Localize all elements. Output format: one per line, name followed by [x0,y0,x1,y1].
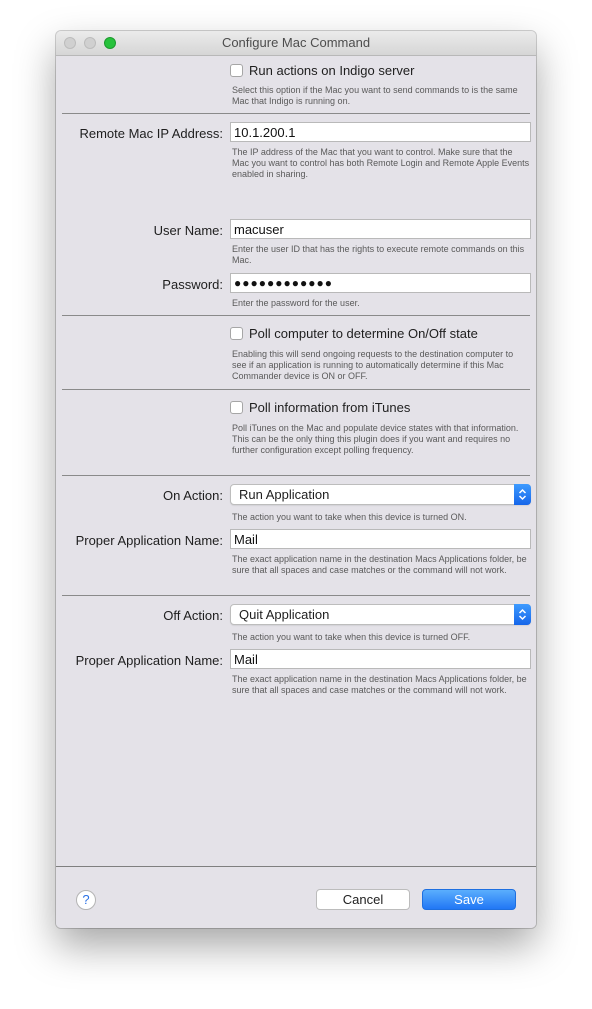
on-action-label: On Action: [163,488,223,503]
help-button[interactable]: ? [76,890,96,910]
off-action-value: Quit Application [239,607,330,622]
on-app-name-input[interactable] [230,529,531,549]
poll-itunes-row[interactable] [230,399,410,415]
title-bar [56,31,536,56]
off-app-name-input[interactable] [230,649,531,669]
poll-state-label: Poll computer to determine On/Off state [249,325,478,341]
off-action-select[interactable] [230,604,531,625]
poll-itunes-label: Poll information from iTunes [249,399,411,415]
poll-itunes-checkbox[interactable] [230,401,243,414]
password-input[interactable]: ●●●●●●●●●●●● [230,273,531,293]
on-action-value: Run Application [239,487,330,502]
off-app-name-help: The exact application name in the destination Macs Applications folder, be sure that all spaces and case matches or the command will not work. [232,674,527,695]
off-action-label: Off Action: [163,608,223,623]
separator [62,315,530,316]
off-app-name-label: Proper Application Name: [75,653,223,668]
off-action-help: The action you want to take when this device is turned OFF. [232,632,471,642]
separator [62,389,530,390]
password-help: Enter the password for the user. [232,298,360,308]
run-on-server-row[interactable] [230,62,414,78]
run-on-server-label: Run actions on Indigo server [249,62,415,78]
poll-state-help: Enabling this will send ongoing requests to the destination computer to see if an application is running to automatically determine if this Mac Commander device is ON or OFF. [232,349,514,381]
poll-state-row[interactable] [230,325,478,341]
user-name-label: User Name: [153,223,223,238]
separator [62,113,530,114]
remote-ip-help: The IP address of the Mac that you want to control. Make sure that the Mac you want to control has both Remote Login and Remote Apple Events enabled in sharing. [232,147,530,179]
user-name-input[interactable] [230,219,531,239]
run-on-server-help: Select this option if the Mac you want to send commands to is the same Mac that Indigo is running on. [232,85,518,106]
poll-itunes-help: Poll iTunes on the Mac and populate device states with that information. This can be the only thing this plugin does if you want and requires no further configuration except polling frequency. [232,423,519,455]
on-action-help: The action you want to take when this device is turned ON. [232,512,467,522]
poll-state-checkbox[interactable] [230,327,243,340]
remote-ip-label: Remote Mac IP Address: [79,126,223,141]
config-content [56,56,536,867]
chevron-up-down-icon [514,604,531,625]
save-button[interactable]: Save [422,889,516,910]
on-action-select[interactable] [230,484,531,505]
window-title: Configure Mac Command [221,35,371,50]
chevron-up-down-icon [514,484,531,505]
cancel-button[interactable]: Cancel [316,889,410,910]
dialog-window [56,31,536,928]
on-app-name-help: The exact application name in the destination Macs Applications folder, be sure that all spaces and case matches or the command will not work. [232,554,527,575]
run-on-server-checkbox[interactable] [230,64,243,77]
user-name-help: Enter the user ID that has the rights to execute remote commands on this Mac. [232,244,525,265]
button-bar [56,867,536,928]
on-app-name-label: Proper Application Name: [75,533,223,548]
separator [62,595,530,596]
password-label: Password: [162,277,223,292]
separator [62,475,530,476]
remote-ip-input[interactable] [230,122,531,142]
